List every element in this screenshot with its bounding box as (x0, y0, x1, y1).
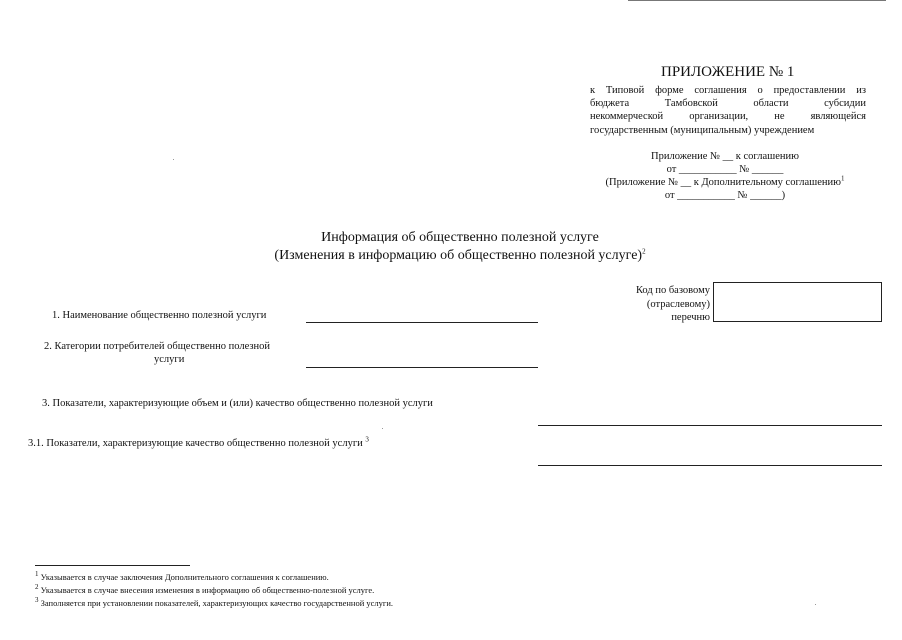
footnote-3 (35, 598, 393, 608)
field-2-label-line2: услуги (154, 354, 185, 365)
field-2-label-line1: 2. Категории потребителей общественно полезной (44, 341, 271, 352)
appendix-desc-line: бюджета Тамбовской области субсидии (590, 98, 866, 110)
field-1-input-line[interactable] (306, 322, 538, 323)
agreement-ref-line3 (580, 176, 870, 189)
appendix-description (590, 84, 866, 137)
footnote-1-text: Указывается в случае заключения Дополнительного соглашения к соглашению. (40, 572, 329, 582)
appendix-desc-line: к Типовой форме соглашения о предоставлении из (590, 85, 866, 96)
agreement-ref-line2: от ___________ № ______ (666, 164, 784, 175)
top-edge-line (628, 0, 886, 1)
footnote-2-text: Указывается в случае внесения изменения в информацию об общественно-полезной услуге. (40, 585, 375, 595)
document-subtitle-text: (Изменения в информацию об общественно полезной услуге) (274, 248, 643, 263)
footnote-2 (35, 585, 374, 595)
footnote-1-num: 1 (35, 570, 39, 579)
footnote-2-num: 2 (35, 583, 39, 592)
document-title: Информация об общественно полезной услуге (321, 230, 599, 245)
code-input-box[interactable] (713, 282, 882, 322)
field-3-1-label (28, 435, 369, 449)
field-1-label: 1. Наименование общественно полезной услуги (52, 310, 267, 321)
scan-speck (173, 159, 174, 160)
footnote-ref-1: 1 (840, 174, 845, 183)
footnote-3-num: 3 (35, 596, 39, 605)
agreement-ref-line3-text: (Приложение № __ к Дополнительному соглашению (605, 177, 841, 188)
appendix-desc-line: некоммерческой организации, не являющейся (590, 111, 866, 123)
footnote-3-text: Заполняется при установлении показателей, характеризующих качество государственной услуги. (40, 598, 394, 608)
field-3-label: 3. Показатели, характеризующие объем и (или) качество общественно полезной услуги (42, 398, 433, 409)
code-label-line: перечню (671, 312, 710, 323)
footnote-ref-3: 3 (365, 435, 369, 444)
appendix-title: ПРИЛОЖЕНИЕ № 1 (661, 64, 795, 80)
code-label (600, 284, 710, 325)
code-label-line: (отраслевому) (646, 298, 710, 310)
appendix-desc-line: государственным (муниципальным) учреждением (590, 124, 815, 136)
field-3-1-label-text: 3.1. Показатели, характеризующие качество общественно полезной услуги (28, 438, 363, 449)
agreement-ref-line4: от ___________ № ______) (664, 190, 786, 201)
agreement-ref-line1: Приложение № __ к соглашению (651, 151, 799, 162)
document-subtitle (200, 248, 720, 264)
footnote-ref-2: 2 (642, 247, 646, 256)
field-3-input-line[interactable] (538, 425, 882, 426)
scan-speck (815, 604, 816, 605)
field-2-input-line[interactable] (306, 367, 538, 368)
field-3-1-input-line[interactable] (538, 465, 882, 466)
code-label-line: Код по базовому (635, 285, 710, 296)
footnote-separator (35, 565, 190, 566)
scan-speck (382, 428, 383, 429)
footnote-1 (35, 572, 329, 582)
